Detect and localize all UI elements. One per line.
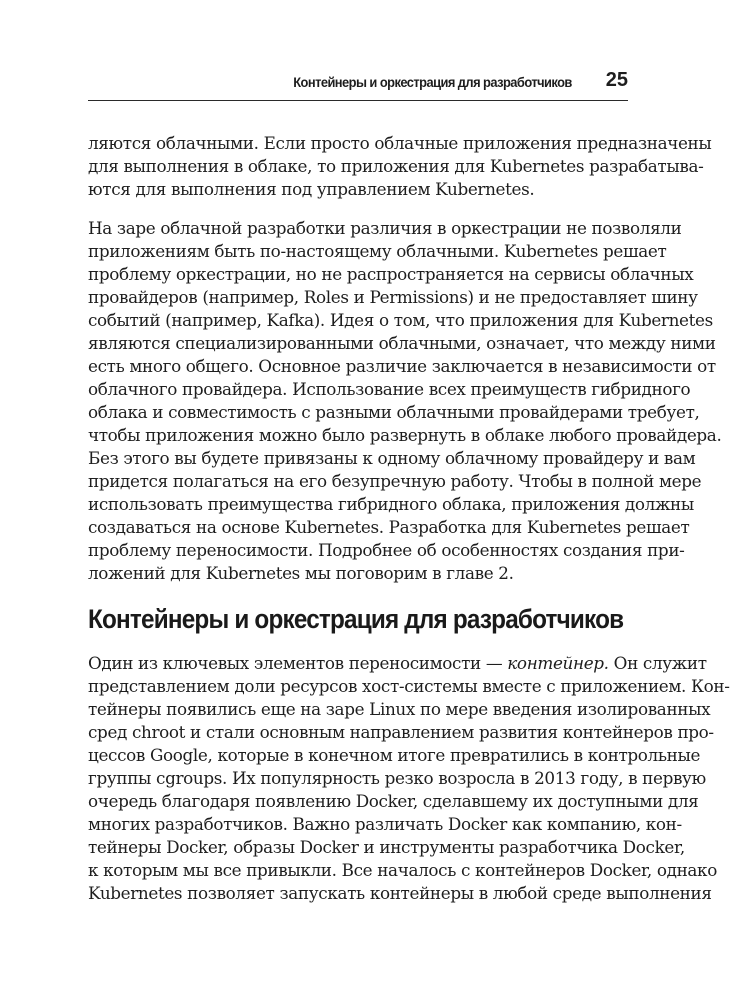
paragraph-line: к которым мы все привыкли. Все началось с контейнеров Docker, однако: [88, 860, 717, 880]
paragraph-line: использовать преимущества гибридного облака, приложения должны: [88, 494, 694, 514]
paragraph-line: представлением доли ресурсов хост-системы вместе с приложением. Кон-: [88, 676, 730, 696]
paragraph-line: являются специализированными облачными, означает, что между ними: [88, 333, 716, 353]
section-heading: Контейнеры и оркестрация для разработчиков: [88, 604, 624, 634]
paragraph-line: ются для выполнения под управлением Kubernetes.: [88, 179, 535, 199]
section-paragraph: [88, 652, 730, 905]
paragraph-line: группы cgroups. Их популярность резко возросла в 2013 году, в первую: [88, 768, 706, 788]
paragraph-line: создаваться на основе Kubernetes. Разработка для Kubernetes решает: [88, 517, 690, 537]
paragraph-line: облака и совместимость с разными облачными провайдерами требует,: [88, 402, 700, 422]
paragraph-line: событий (например, Kafka). Идея о том, что приложения для Kubernetes: [88, 310, 713, 330]
paragraph-line: ложений для Kubernetes мы поговорим в главе 2.: [88, 563, 514, 583]
paragraph-line: для выполнения в облаке, то приложения для Kubernetes разрабатыва-: [88, 156, 704, 176]
emphasized-term: контейнер.: [507, 653, 609, 673]
paragraph-line: сред chroot и стали основным направлением развития контейнеров про-: [88, 722, 714, 742]
running-header: [88, 66, 628, 101]
paragraph-line: провайдеров (например, Roles и Permissions) и не предоставляет шину: [88, 287, 698, 307]
paragraph-line: приложениям быть по-настоящему облачными. Kubernetes решает: [88, 241, 667, 261]
paragraph-line: придется полагаться на его безупречную работу. Чтобы в полной мере: [88, 471, 702, 491]
page-number: 25: [605, 69, 628, 91]
paragraph-line: тейнеры появились еще на заре Linux по мере введения изолированных: [88, 699, 711, 719]
first-line-start: Один из ключевых элементов переносимости —: [88, 653, 508, 673]
paragraph-line: цессов Google, которые в конечном итоге превратились в контрольные: [88, 745, 701, 765]
running-title: Контейнеры и оркестрация для разработчиков: [293, 74, 572, 90]
paragraph-line: очередь благодаря появлению Docker, сделавшему их доступными для: [88, 791, 699, 811]
paragraph-line: тейнеры Docker, образы Docker и инструменты разработчика Docker,: [88, 837, 685, 857]
paragraph-line: проблему оркестрации, но не распространяется на сервисы облачных: [88, 264, 694, 284]
paragraph-line: ляются облачными. Если просто облачные приложения предназначены: [88, 133, 712, 153]
paragraph-2: [88, 217, 722, 585]
paragraph-line: Без этого вы будете привязаны к одному облачному провайдеру и вам: [88, 448, 696, 468]
paragraph-line: облачного провайдера. Использование всех преимуществ гибридного: [88, 379, 691, 399]
paragraph-line: На заре облачной разработки различия в оркестрации не позволяли: [88, 218, 682, 238]
paragraph-line: проблему переносимости. Подробнее об особенностях создания при-: [88, 540, 685, 560]
paragraph-1: [88, 132, 712, 201]
first-line-end: Он служит: [608, 653, 707, 673]
paragraph-line: [88, 652, 707, 675]
paragraph-line: Kubernetes позволяет запускать контейнеры в любой среде выполнения: [88, 883, 712, 903]
paragraph-line: чтобы приложения можно было развернуть в облаке любого провайдера.: [88, 425, 722, 445]
paragraph-line: есть много общего. Основное различие заключается в независимости от: [88, 356, 716, 376]
paragraph-line: многих разработчиков. Важно различать Docker как компанию, кон-: [88, 814, 682, 834]
